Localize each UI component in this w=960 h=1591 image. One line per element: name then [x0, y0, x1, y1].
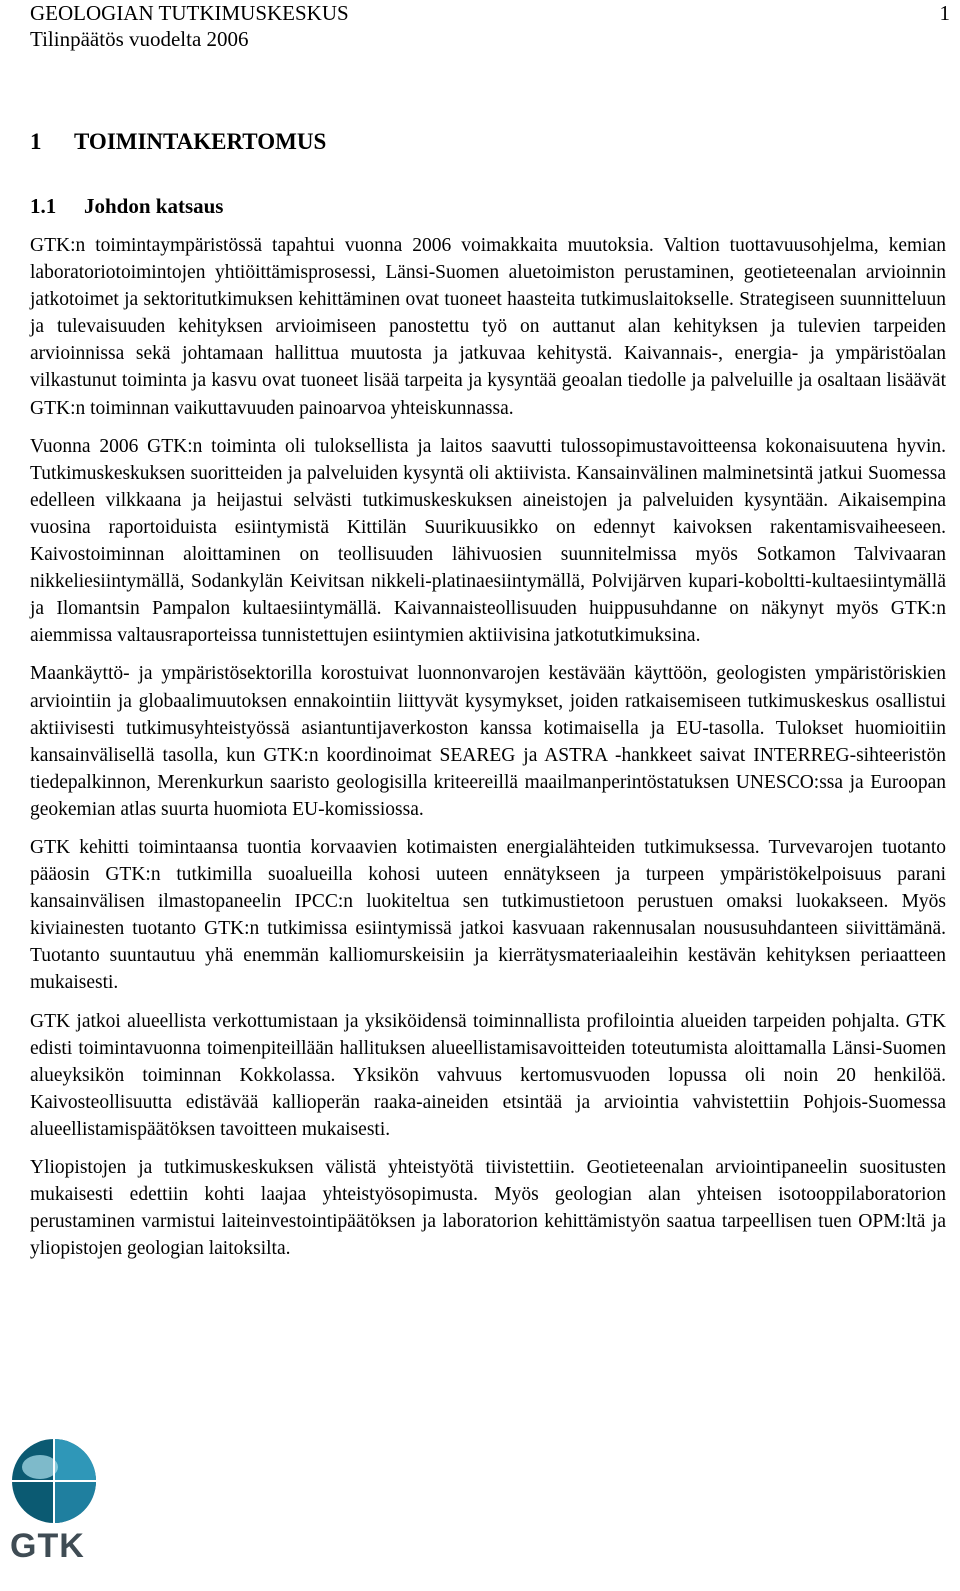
section-heading	[30, 128, 326, 156]
logo-highlight	[22, 1455, 58, 1479]
paragraph: Maankäyttö- ja ympäristösektorilla korostuivat luonnonvarojen kestävään käyttöön, geologisten ympäristöriskien arviointiin ja globaalimuutoksen ennakointiin liittyvät kysymykset, joiden ratkaisemiseen tutkimuskeskus osallistui aktiivisesti tutkimusyhteistyössä asiantuntijaverkoston kanssa kotimaisella ja EU-tasolla. Tulokset huomioitiin kansainvälisellä tasolla, kun GTK:n koordinoimat SEAREG ja ASTRA -hankkeet saivat INTERREG-sihteeristön tiedepalkinnon, Merenkurkun saaristo geologisilla kriteereillä maailmanperintöstatuksen UNESCO:ssa ja Euroopan geokemian atlas suurta huomiota EU-komissiossa.	[30, 663, 946, 820]
subsection-title: Johdon katsaus	[84, 194, 224, 218]
header-organization: GEOLOGIAN TUTKIMUSKESKUS	[30, 1, 349, 25]
section-title: TOIMINTAKERTOMUS	[74, 129, 327, 154]
subsection-number: 1.1	[30, 194, 57, 218]
subsection-heading	[30, 193, 223, 219]
page-number: 1	[939, 1, 950, 25]
paragraph: Vuonna 2006 GTK:n toiminta oli tuloksellista ja laitos saavutti tulossopimustavoitteensa kokonaisuutena hyvin. Tutkimuskeskuksen suoritteiden ja palveluiden kysyntä oli aktiivista. Kansainvälinen malminetsintä jatkui Suomessa edelleen vilkkaana ja heijastui selvästi tutkimuskeskuksen aineistojen ja palveluiden kysyntään. Aikaisempina vuosina raportoiduista esiintymistä Kittilän Suurikuusikko on edennyt kaivoksen rakentamisvaiheeseen. Kaivostoiminnan aloittaminen on teollisuuden lähivuosien suunnitelmissa myös Sotkamon Talvivaaran nikkeliesiintymällä, Sodankylän Keivitsan nikkeli-platinaesiintymällä, Polvijärven kupari-koboltti-kultaesiintymällä ja Ilomantsin Pampalon kultaesiintymällä. Kaivannaisteollisuuden huippusuhdanne on näkynyt myös GTK:n aiemmissa valtausraporteissa tunnistettujen esiintymien aktiivisina jatkotutkimuksina.	[30, 435, 946, 647]
paragraph: GTK jatkoi alueellista verkottumistaan ja yksiköidensä toiminnallista profilointia alueiden tarpeiden pohjalta. GTK edisti toimintavuonna toimenpiteillään hallituksen alueellistamisavoitteiden toteutumista aloittamalla Länsi-Suomen alueyksikön toiminnan Kokkolassa. Yksikön vahvuus kertomusvuoden lopussa oli noin 20 henkilöä. Kaivosteollisuutta edistävää kallioperän raaka-aineiden etsintää ja arviointia vahvistettiin Pohjois-Suomessa alueellistamispäätöksen tavoitteen mukaisesti.	[30, 1010, 946, 1140]
paragraph: GTK kehitti toimintaansa tuontia korvaavien kotimaisten energialähteiden tutkimuksessa. Turvevarojen tuotanto pääosin GTK:n tutkimilla suoalueilla kohosi uuteen ennätykseen ja turpeen ympäristökelpoisuus parani kansainvälisen ilmastopaneelin IPCC:n luokiteltua sen tutkimustietoon perustuen omaksi luokakseen. Myös kiviainesten tuotanto GTK:n tutkimissa esiintymissä jatkoi kasvuaan rakennusalan noususuhdanteen siivittämänä. Tuotanto suuntautuu yhä enemmän kalliomurskeisiin ja kierrätysmateriaaleihin kestävän kehityksen periaatteen mukaisesti.	[30, 836, 946, 994]
logo-quadrant-low	[54, 1481, 96, 1523]
body-text	[30, 232, 946, 1273]
paragraph: GTK:n toimintaympäristössä tapahtui vuonna 2006 voimakkaita muutoksia. Valtion tuottavuusohjelma, kemian laboratoriotoimintojen yhtiöittämisprosessi, Länsi-Suomen aluetoimiston perustaminen, geotieteenalan arvioinnin jatkotoimet ja sektoritutkimuksen kehittäminen ovat tuoneet haasteita tutkimuslaitokselle. Strategiseen suunnitteluun ja tulevaisuuden kehityksen arvioimiseen panostettu työ on auttanut alan kehityksen ja tulevien tarpeiden arvioinnissa sekä johtamaan hallittua muutosta ja jatkuvaa kehitystä. Kaivannais-, energia- ja ympäristöalan vilkastunut toiminta ja kasvu ovat tuoneet lisää tarpeita ja kysyntää geoalan tiedolle ja palveluille ja osaltaan lisäävät GTK:n toiminnan vaikuttavuuden painoarvoa yhteiskunnassa.	[30, 235, 946, 419]
header-subtitle: Tilinpäätös vuodelta 2006	[30, 27, 249, 51]
running-header	[30, 0, 349, 52]
section-number: 1	[30, 129, 42, 154]
paragraph: Yliopistojen ja tutkimuskeskuksen välistä yhteistyötä tiivistettiin. Geotieteenalan arviointipaneelin suositusten mukaisesti edettiin kohti laajaa yhteistyösopimusta. Myös geologian alan yhteisen isotooppilaboratorion perustaminen varmistui laiteinvestointipäätöksen ja laboratorion kehittämistyön saatua tarpeellisen tuen OPM:ltä ja yliopistojen geologian laitoksilta.	[30, 1157, 946, 1260]
logo-quadrant-mid	[54, 1439, 96, 1481]
logo-text: GTK	[10, 1527, 85, 1565]
